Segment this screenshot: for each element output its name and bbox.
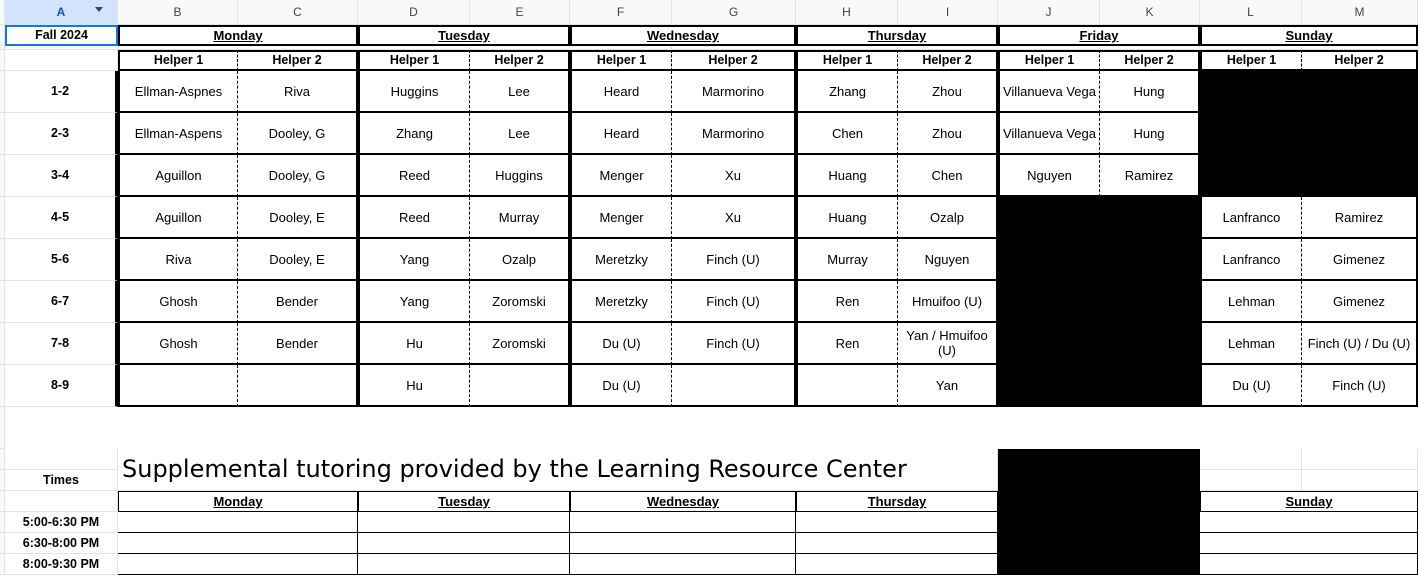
schedule-cell[interactable]: Dooley, E — [238, 239, 358, 281]
blocked-friday-supp — [998, 449, 1200, 575]
helper-2-header[interactable]: Helper 2 — [470, 50, 570, 71]
supp-cell[interactable] — [1200, 554, 1418, 575]
helper-1-header[interactable]: Helper 1 — [118, 50, 238, 71]
supp-cell[interactable] — [570, 533, 796, 554]
schedule-cell[interactable]: Hung — [1100, 71, 1200, 113]
schedule-cell[interactable]: Hmuifoo (U) — [898, 281, 998, 323]
blocked-cell — [1200, 71, 1302, 113]
schedule-cell[interactable]: Hung — [1100, 113, 1200, 155]
helper-2-header[interactable]: Helper 2 — [1302, 50, 1418, 71]
supp-time-label[interactable]: 8:00-9:30 PM — [5, 554, 118, 575]
schedule-cell[interactable]: Dooley, G — [238, 113, 358, 155]
column-header-c[interactable]: C — [238, 0, 358, 25]
supp-day-header-tuesday[interactable]: Tuesday — [358, 491, 570, 512]
schedule-cell[interactable]: Finch (U) / Du (U) — [1302, 323, 1418, 365]
helper-1-header[interactable]: Helper 1 — [998, 50, 1100, 71]
schedule-cell[interactable]: Heard — [570, 113, 672, 155]
column-header-a[interactable]: A — [5, 0, 118, 25]
schedule-cell[interactable]: Yan / Hmuifoo (U) — [898, 323, 998, 365]
schedule-cell[interactable] — [672, 365, 796, 407]
time-slot-label[interactable]: 7-8 — [5, 323, 118, 365]
blocked-cell — [1100, 365, 1200, 407]
schedule-cell[interactable]: Lanfranco — [1200, 239, 1302, 281]
day-header-monday[interactable]: Monday — [118, 25, 358, 46]
schedule-cell[interactable]: Villanueva Vega — [998, 71, 1100, 113]
blocked-cell — [998, 239, 1100, 281]
schedule-cell[interactable]: Aguillon — [118, 155, 238, 197]
helper-2-header[interactable]: Helper 2 — [1100, 50, 1200, 71]
day-header-thursday[interactable]: Thursday — [796, 25, 998, 46]
schedule-cell[interactable]: Ellman-Aspens — [118, 113, 238, 155]
schedule-cell[interactable]: Yan — [898, 365, 998, 407]
row-gutter — [0, 407, 5, 449]
schedule-cell[interactable]: Gimenez — [1302, 281, 1418, 323]
time-slot-label[interactable]: 2-3 — [5, 113, 118, 155]
blocked-cell — [1100, 281, 1200, 323]
schedule-cell[interactable]: Ellman-Aspnes — [118, 71, 238, 113]
time-slot-label[interactable]: 4-5 — [5, 197, 118, 239]
schedule-cell[interactable]: Huggins — [358, 71, 470, 113]
schedule-cell[interactable]: Du (U) — [570, 365, 672, 407]
schedule-cell[interactable]: Nguyen — [898, 239, 998, 281]
schedule-cell[interactable] — [796, 365, 898, 407]
empty-cell[interactable] — [5, 449, 118, 470]
schedule-cell[interactable]: Huang — [796, 197, 898, 239]
supp-day-header-monday[interactable]: Monday — [118, 491, 358, 512]
supp-day-header-sunday[interactable]: Sunday — [1200, 491, 1418, 512]
schedule-cell[interactable]: Ren — [796, 281, 898, 323]
schedule-cell[interactable]: Huang — [796, 155, 898, 197]
schedule-cell[interactable]: Hu — [358, 365, 470, 407]
supp-day-header-thursday[interactable]: Thursday — [796, 491, 998, 512]
helper-1-header[interactable]: Helper 1 — [796, 50, 898, 71]
schedule-cell[interactable]: Ozalp — [898, 197, 998, 239]
schedule-cell[interactable]: Bender — [238, 281, 358, 323]
schedule-cell[interactable]: Bender — [238, 323, 358, 365]
schedule-cell[interactable]: Xu — [672, 155, 796, 197]
supp-cell[interactable] — [1200, 512, 1418, 533]
schedule-cell[interactable]: Murray — [796, 239, 898, 281]
schedule-cell[interactable]: Du (U) — [1200, 365, 1302, 407]
schedule-cell[interactable]: Villanueva Vega — [998, 113, 1100, 155]
schedule-cell[interactable]: Menger — [570, 155, 672, 197]
schedule-cell[interactable]: Murray — [470, 197, 570, 239]
supp-cell[interactable] — [570, 512, 796, 533]
schedule-cell[interactable]: Finch (U) — [672, 281, 796, 323]
schedule-cell[interactable]: Zhang — [796, 71, 898, 113]
times-label[interactable]: Times — [5, 470, 118, 491]
schedule-cell[interactable]: Finch (U) — [672, 239, 796, 281]
schedule-cell[interactable]: Nguyen — [998, 155, 1100, 197]
schedule-cell[interactable]: Zhou — [898, 71, 998, 113]
empty-cell[interactable] — [5, 50, 118, 71]
schedule-cell[interactable]: Huggins — [470, 155, 570, 197]
schedule-cell[interactable]: Xu — [672, 197, 796, 239]
schedule-cell[interactable]: Ghosh — [118, 281, 238, 323]
supp-time-label[interactable]: 6:30-8:00 PM — [5, 533, 118, 554]
schedule-cell[interactable]: Yang — [358, 281, 470, 323]
blocked-cell — [998, 197, 1100, 239]
empty-cell[interactable] — [1200, 470, 1302, 491]
schedule-cell[interactable]: Dooley, G — [238, 155, 358, 197]
supp-cell[interactable] — [358, 512, 570, 533]
column-header-m[interactable]: M — [1302, 0, 1418, 25]
schedule-cell[interactable]: Aguillon — [118, 197, 238, 239]
schedule-cell[interactable]: Riva — [118, 239, 238, 281]
schedule-cell[interactable]: Marmorino — [672, 113, 796, 155]
column-header-k[interactable]: K — [1100, 0, 1200, 25]
term-cell[interactable]: Fall 2024 — [5, 25, 118, 46]
column-header-j[interactable]: J — [998, 0, 1100, 25]
schedule-cell[interactable]: Heard — [570, 71, 672, 113]
helper-2-header[interactable]: Helper 2 — [672, 50, 796, 71]
schedule-cell[interactable]: Menger — [570, 197, 672, 239]
column-header-i[interactable]: I — [898, 0, 998, 25]
empty-cell[interactable] — [1302, 449, 1418, 470]
column-header-l[interactable]: L — [1200, 0, 1302, 25]
schedule-cell[interactable]: Meretzky — [570, 239, 672, 281]
column-header-f[interactable]: F — [570, 0, 672, 25]
day-header-tuesday[interactable]: Tuesday — [358, 25, 570, 46]
schedule-cell[interactable] — [118, 365, 238, 407]
schedule-cell[interactable]: Dooley, E — [238, 197, 358, 239]
day-header-wednesday[interactable]: Wednesday — [570, 25, 796, 46]
schedule-cell[interactable]: Chen — [898, 155, 998, 197]
time-slot-label[interactable]: 8-9 — [5, 365, 118, 407]
schedule-cell[interactable]: Lehman — [1200, 323, 1302, 365]
column-header-g[interactable]: G — [672, 0, 796, 25]
empty-cell[interactable] — [1200, 449, 1302, 470]
empty-cell[interactable] — [5, 491, 118, 512]
helper-2-header[interactable]: Helper 2 — [898, 50, 998, 71]
schedule-cell[interactable]: Gimenez — [1302, 239, 1418, 281]
schedule-cell[interactable]: Reed — [358, 197, 470, 239]
blocked-cell — [998, 365, 1100, 407]
supp-cell[interactable] — [796, 512, 998, 533]
blocked-cell — [1302, 155, 1418, 197]
schedule-cell[interactable]: Lanfranco — [1200, 197, 1302, 239]
schedule-cell[interactable]: Zhang — [358, 113, 470, 155]
column-header-e[interactable]: E — [470, 0, 570, 25]
blocked-cell — [1100, 323, 1200, 365]
schedule-cell[interactable]: Chen — [796, 113, 898, 155]
schedule-cell[interactable]: Marmorino — [672, 71, 796, 113]
blocked-cell — [1302, 113, 1418, 155]
day-header-sunday[interactable]: Sunday — [1200, 25, 1418, 46]
supp-cell[interactable] — [1200, 533, 1418, 554]
time-slot-label[interactable]: 5-6 — [5, 239, 118, 281]
day-header-friday[interactable]: Friday — [998, 25, 1200, 46]
column-header-h[interactable]: H — [796, 0, 898, 25]
time-slot-label[interactable]: 1-2 — [5, 71, 118, 113]
blocked-cell — [1100, 197, 1200, 239]
supp-cell[interactable] — [118, 533, 358, 554]
helper-1-header[interactable]: Helper 1 — [1200, 50, 1302, 71]
blocked-cell — [998, 281, 1100, 323]
schedule-cell[interactable]: Zoromski — [470, 323, 570, 365]
schedule-cell[interactable]: Reed — [358, 155, 470, 197]
column-header-d[interactable]: D — [358, 0, 470, 25]
schedule-cell[interactable]: Lee — [470, 71, 570, 113]
blocked-cell — [1200, 155, 1302, 197]
blocked-cell — [1100, 239, 1200, 281]
schedule-cell[interactable]: Hu — [358, 323, 470, 365]
schedule-cell[interactable]: Lehman — [1200, 281, 1302, 323]
schedule-cell[interactable]: Lee — [470, 113, 570, 155]
time-slot-label[interactable]: 3-4 — [5, 155, 118, 197]
supp-cell[interactable] — [358, 554, 570, 575]
time-slot-label[interactable]: 6-7 — [5, 281, 118, 323]
schedule-cell[interactable] — [238, 365, 358, 407]
supp-cell[interactable] — [570, 554, 796, 575]
supp-cell[interactable] — [358, 533, 570, 554]
schedule-cell[interactable]: Ramirez — [1100, 155, 1200, 197]
schedule-cell[interactable]: Du (U) — [570, 323, 672, 365]
schedule-cell[interactable]: Meretzky — [570, 281, 672, 323]
supplemental-note: Supplemental tutoring provided by the Learning Resource Center — [118, 449, 998, 491]
schedule-cell[interactable]: Ren — [796, 323, 898, 365]
schedule-cell[interactable]: Ozalp — [470, 239, 570, 281]
supp-cell[interactable] — [796, 533, 998, 554]
helper-1-header[interactable]: Helper 1 — [570, 50, 672, 71]
schedule-cell[interactable]: Finch (U) — [1302, 365, 1418, 407]
empty-cell[interactable] — [1302, 470, 1418, 491]
schedule-cell[interactable]: Ramirez — [1302, 197, 1418, 239]
column-header-b[interactable]: B — [118, 0, 238, 25]
schedule-cell[interactable]: Zoromski — [470, 281, 570, 323]
schedule-cell[interactable] — [470, 365, 570, 407]
supp-cell[interactable] — [118, 554, 358, 575]
chevron-down-icon[interactable] — [95, 7, 103, 12]
blocked-cell — [998, 323, 1100, 365]
supp-cell[interactable] — [796, 554, 998, 575]
blocked-cell — [1302, 71, 1418, 113]
schedule-cell[interactable]: Ghosh — [118, 323, 238, 365]
schedule-cell[interactable]: Zhou — [898, 113, 998, 155]
schedule-cell[interactable]: Riva — [238, 71, 358, 113]
blocked-cell — [1200, 113, 1302, 155]
supp-day-header-wednesday[interactable]: Wednesday — [570, 491, 796, 512]
supp-time-label[interactable]: 5:00-6:30 PM — [5, 512, 118, 533]
supp-cell[interactable] — [118, 512, 358, 533]
schedule-cell[interactable]: Yang — [358, 239, 470, 281]
helper-1-header[interactable]: Helper 1 — [358, 50, 470, 71]
helper-2-header[interactable]: Helper 2 — [238, 50, 358, 71]
schedule-cell[interactable]: Finch (U) — [672, 323, 796, 365]
